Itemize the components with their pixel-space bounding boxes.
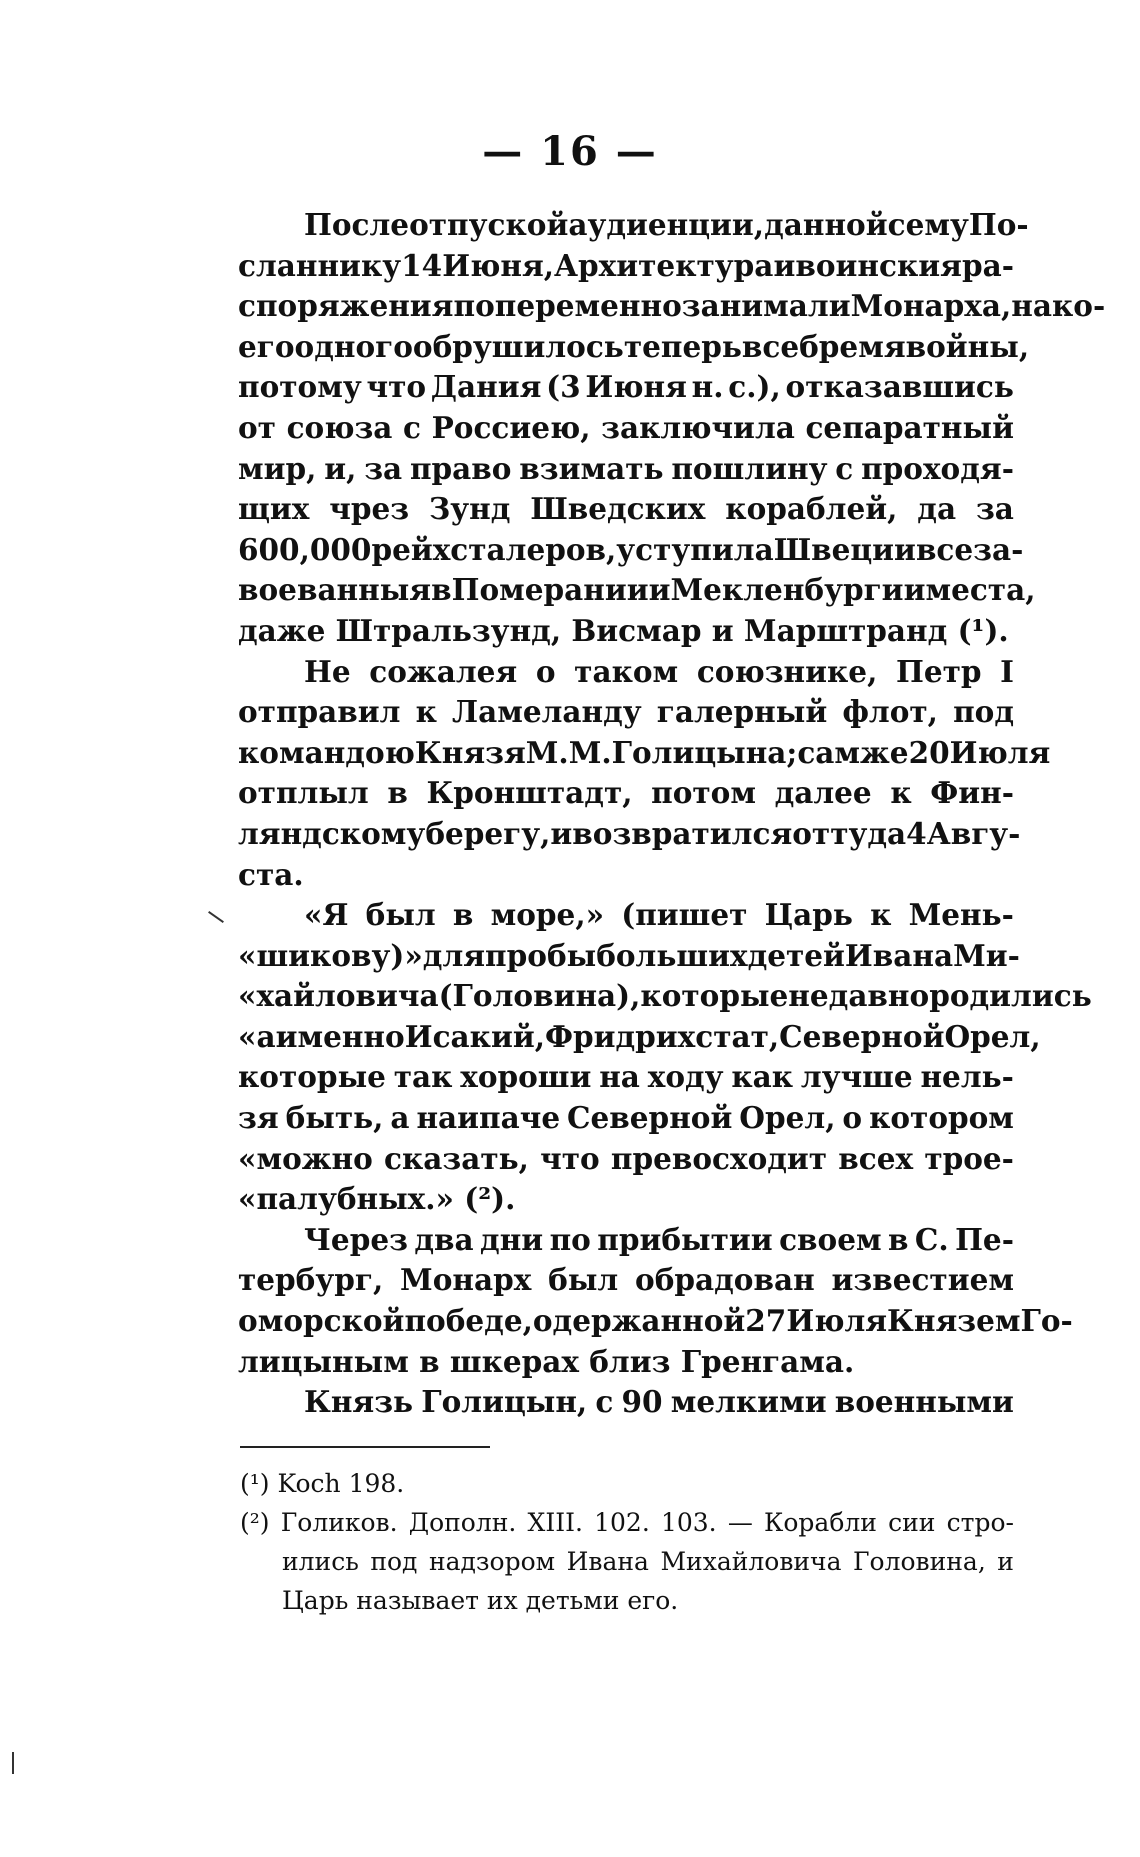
text-line-3: споряжения попеременно занимали Монарха, на ко- [238,288,1106,324]
footnote-line-3: ились под надзором Ивана Михайловича Головина, и [282,1547,1014,1576]
text-line-1: После отпуской аудиенции, данной сему По- [304,207,1029,242]
text-line-29: лицыным в шкерах близ Гренгама. [238,1343,855,1379]
text-line-6: от союза с Россиею, заключила сепаратный [238,409,1014,445]
text-line-12: Не сожалея о таком союзнике, Петр I [304,653,1014,689]
footnote-line-1: (¹) Koch 198. [240,1469,405,1498]
text-line-22: которые так хороши на ходу как лучше нель- [238,1059,1014,1095]
text-line-20: «хайловича (Головина), которые недавно родились [238,978,1092,1014]
text-line-17: ста. [238,856,304,892]
text-line-7: мир, и, за право взимать пошлину с проходя- [238,450,1014,486]
text-line-16: ляндскому берегу, и возвратился оттуда 4 Авгу- [238,815,1021,851]
text-line-19: «шикову)» для пробы больших детей Ивана Ми- [238,937,1020,973]
text-line-23: зя быть, а наипаче Северной Орел, о котором [238,1100,1014,1136]
text-line-24: «можно сказать, что превосходит всех трое- [238,1140,1014,1176]
footnote-line-4: Царь называет их детьми его. [282,1586,679,1615]
footnote-line-2: (²) Голиков. Дополн. XIII. 102. 103. — Корабли сии стро- [240,1508,1014,1537]
text-line-13: отправил к Ламеланду галерный флот, под [238,694,1014,730]
text-line-4: его одного обрушилось теперь все бремя войны, [238,328,1030,364]
text-line-18: «Я был в море,» (пишет Царь к Мень- [304,897,1014,933]
text-line-5: потому что Дания (3 Июня н. с.), отказавшись [238,369,1014,405]
text-line-15: отплыл в Кронштадт, потом далее к Фин- [238,775,1014,811]
text-line-30: Князь Голицын, с 90 мелкими военными [304,1384,1014,1420]
text-line-8: щих чрез Зунд Шведских кораблей, да за [238,491,1014,527]
text-line-28: о морской победе, одержанной 27 Июля Князем Го- [238,1303,1073,1339]
text-line-11: даже Штральзунд, Висмар и Марштранд (¹). [238,612,1009,648]
page-number: — 16 — [482,128,658,175]
body-text [238,205,1106,1423]
text-line-2: сланнику 14 Июня, Архитектура и воинския ра- [238,247,1014,283]
text-line-14: командою Князя М. М. Голицына; сам же 20 Июля [238,734,1051,770]
text-line-10: воеванныя в Померании и Мекленбургии места, [238,572,1036,608]
margin-mark [208,911,224,923]
footnotes [240,1464,1014,1620]
text-line-9: 600,000 рейхсталеров, уступила Швеции все за- [238,531,1024,567]
text-line-21: «а именно Исакий, Фридрихстат, Северной Орел, [238,1018,1041,1054]
footnote-divider [240,1446,490,1448]
text-line-27: тербург, Монарх был обрадован известием [238,1262,1014,1298]
text-line-25: «палубных.» (²). [238,1181,516,1217]
text-line-26: Через два дни по прибытии своем в С. Пе- [304,1221,1014,1257]
scan-artifact [12,1752,14,1774]
